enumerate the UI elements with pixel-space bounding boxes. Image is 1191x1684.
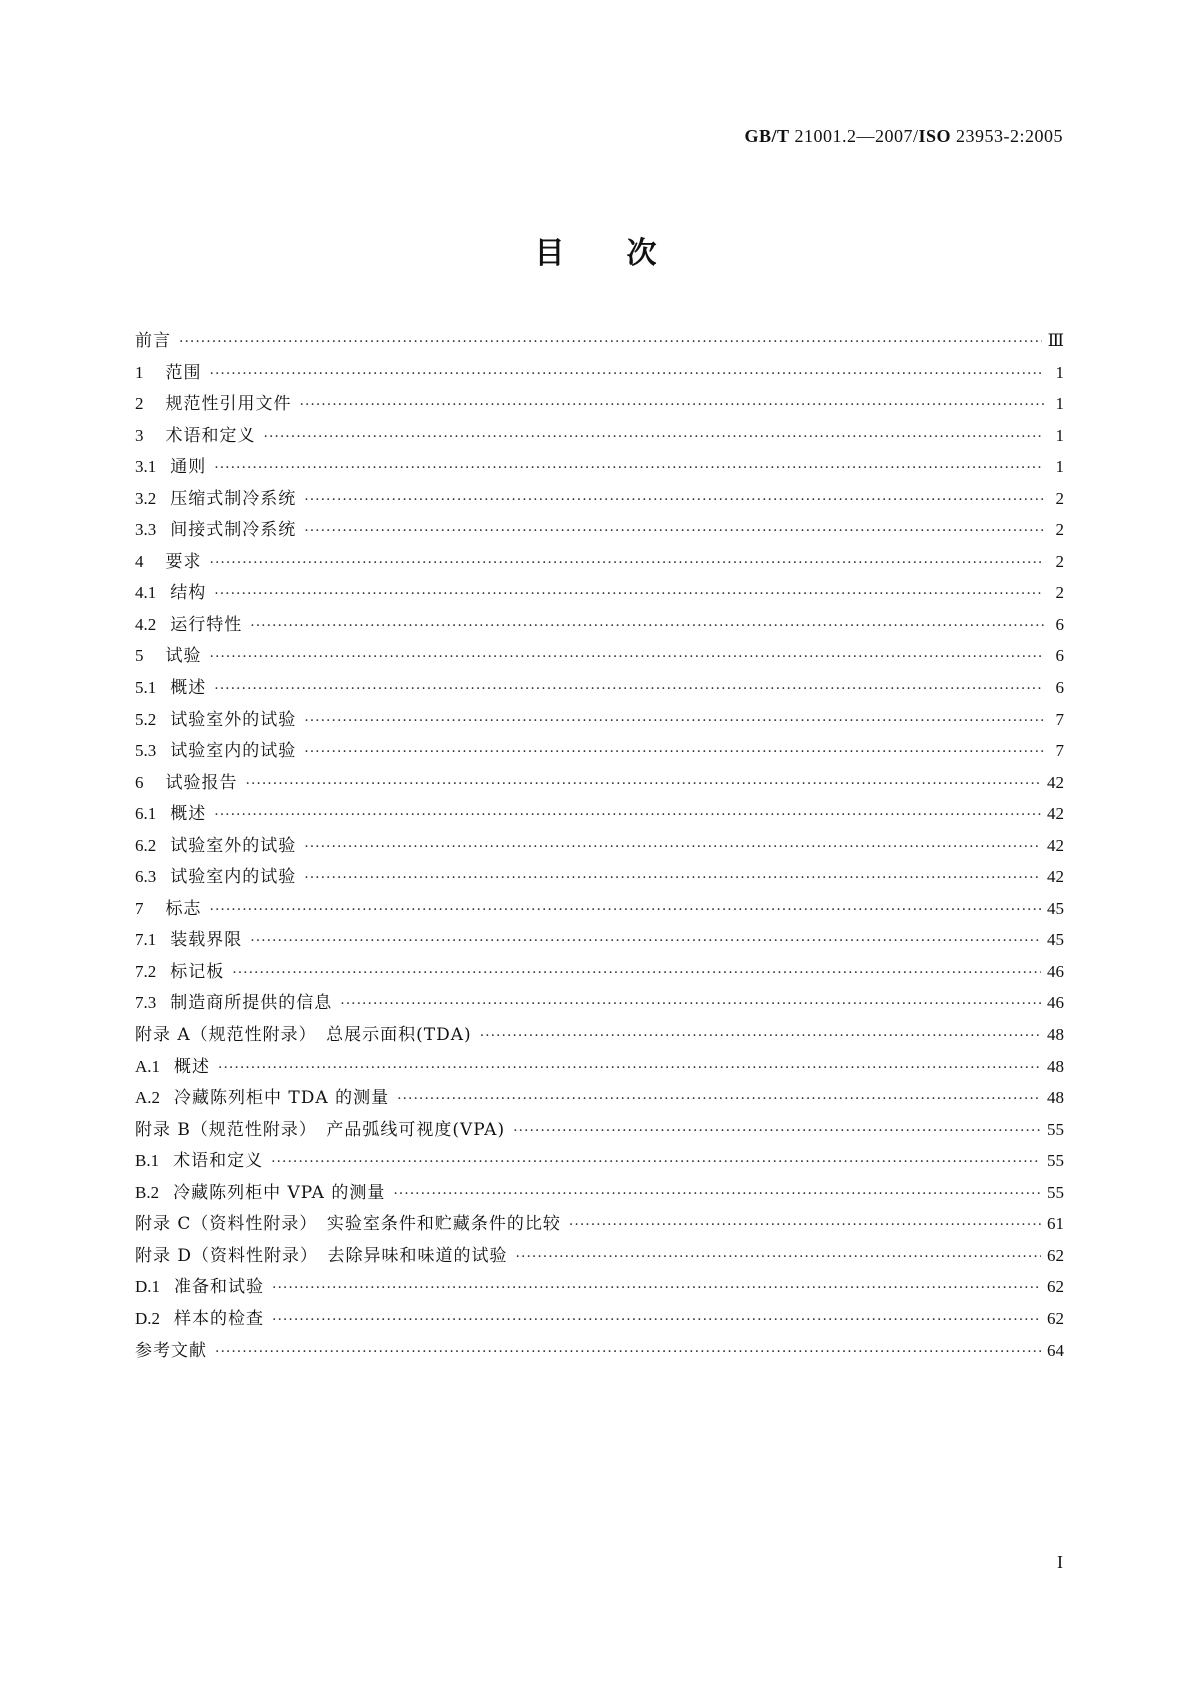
toc-entry-label: 样本的检查 bbox=[174, 1308, 265, 1329]
toc-entry-page: 42 bbox=[1047, 835, 1064, 855]
toc-entry-page: 2 bbox=[1055, 488, 1064, 508]
toc-entry[interactable] bbox=[135, 1178, 1064, 1210]
toc-entry[interactable] bbox=[135, 641, 1064, 673]
toc-entry-page: 7 bbox=[1055, 741, 1064, 761]
toc-leader-dots bbox=[397, 1091, 1041, 1107]
toc-entry[interactable] bbox=[135, 547, 1064, 579]
toc-entry-number: 6.2 bbox=[135, 835, 157, 855]
toc-entry-label: 结构 bbox=[170, 583, 207, 604]
toc-leader-dots bbox=[210, 649, 1045, 665]
toc-entry-page: Ⅲ bbox=[1047, 331, 1064, 350]
toc-leader-dots bbox=[210, 555, 1045, 571]
toc-entry[interactable] bbox=[135, 673, 1064, 705]
toc-leader-dots bbox=[210, 902, 1042, 918]
toc-entry-page: 64 bbox=[1047, 1340, 1064, 1360]
toc-entry[interactable] bbox=[135, 1336, 1064, 1368]
toc-entry-page: 6 bbox=[1055, 678, 1064, 698]
toc-entry-label: 试验报告 bbox=[165, 772, 238, 793]
toc-entry-label: 概述 bbox=[174, 1056, 211, 1077]
toc-entry-page: 2 bbox=[1055, 583, 1064, 603]
toc-entry[interactable] bbox=[135, 1052, 1064, 1084]
toc-leader-dots bbox=[272, 1312, 1041, 1328]
toc-entry[interactable] bbox=[135, 705, 1064, 737]
toc-entry-page: 6 bbox=[1055, 614, 1064, 634]
toc-leader-dots bbox=[304, 870, 1041, 886]
toc-entry-page: 48 bbox=[1047, 1025, 1064, 1045]
std-code-iso-number: 23953-2:2005 bbox=[951, 126, 1063, 146]
toc-entry-number: A.2 bbox=[135, 1088, 161, 1108]
toc-entry-number: 5.2 bbox=[135, 709, 157, 729]
toc-leader-dots bbox=[516, 1249, 1041, 1265]
toc-entry[interactable] bbox=[135, 389, 1064, 421]
toc-leader-dots bbox=[304, 492, 1044, 508]
toc-entry-number: D.2 bbox=[135, 1308, 161, 1328]
toc-entry-label: 通则 bbox=[170, 457, 207, 478]
toc-entry-label: 间接式制冷系统 bbox=[170, 520, 297, 541]
std-code-iso: ISO bbox=[918, 126, 951, 146]
toc-entry-label: 制造商所提供的信息 bbox=[170, 993, 333, 1014]
toc-entry[interactable] bbox=[135, 799, 1064, 831]
toc-entry[interactable] bbox=[135, 1146, 1064, 1178]
toc-entry[interactable] bbox=[135, 515, 1064, 547]
toc-entry-number: B.1 bbox=[135, 1151, 160, 1171]
toc-entry-number: 7.3 bbox=[135, 993, 157, 1013]
toc-leader-dots bbox=[250, 933, 1041, 949]
toc-leader-dots bbox=[215, 1344, 1041, 1360]
toc-entry-number: 4 bbox=[135, 551, 144, 571]
toc-entry-label: 冷藏陈列柜中 VPA 的测量 bbox=[173, 1182, 386, 1203]
toc-entry-number: D.1 bbox=[135, 1277, 161, 1297]
toc-leader-dots bbox=[304, 713, 1044, 729]
toc-leader-dots bbox=[513, 1123, 1041, 1139]
toc-entry[interactable] bbox=[135, 1209, 1064, 1241]
toc-entry-page: 55 bbox=[1047, 1182, 1064, 1202]
toc-leader-dots bbox=[179, 334, 1042, 350]
toc-entry-page: 2 bbox=[1055, 520, 1064, 540]
toc-leader-dots bbox=[304, 523, 1044, 539]
toc-leader-dots bbox=[218, 1060, 1041, 1076]
toc-leader-dots bbox=[250, 618, 1044, 634]
toc-entry-label: 附录 A（规范性附录） 总展示面积(TDA) bbox=[135, 1025, 472, 1046]
toc-leader-dots bbox=[210, 366, 1045, 382]
toc-entry-number: 4.1 bbox=[135, 583, 157, 603]
toc-entry[interactable] bbox=[135, 610, 1064, 642]
toc-entry-page: 1 bbox=[1055, 425, 1064, 445]
toc-entry[interactable] bbox=[135, 957, 1064, 989]
toc-entry-label: 试验室内的试验 bbox=[170, 867, 297, 888]
std-code-number: 21001.2—2007/ bbox=[789, 126, 919, 146]
toc-entry[interactable] bbox=[135, 831, 1064, 863]
toc-entry-page: 1 bbox=[1055, 394, 1064, 414]
toc-entry-label: 冷藏陈列柜中 TDA 的测量 bbox=[174, 1088, 390, 1109]
toc-entry-page: 1 bbox=[1055, 457, 1064, 477]
toc-entry-number: 7.2 bbox=[135, 961, 157, 981]
toc-entry[interactable] bbox=[135, 358, 1064, 390]
toc-entry[interactable] bbox=[135, 326, 1064, 358]
toc-entry[interactable] bbox=[135, 736, 1064, 768]
toc-entry-page: 62 bbox=[1047, 1245, 1064, 1265]
toc-entry-label: 标记板 bbox=[170, 961, 225, 982]
toc-entry-label: 试验室内的试验 bbox=[170, 741, 297, 762]
toc-entry-label: 附录 D（资料性附录） 去除异味和味道的试验 bbox=[135, 1245, 508, 1266]
toc-entry-page: 46 bbox=[1047, 961, 1064, 981]
toc-entry-label: 术语和定义 bbox=[165, 425, 256, 446]
toc-entry[interactable] bbox=[135, 1241, 1064, 1273]
toc-entry-number: A.1 bbox=[135, 1056, 161, 1076]
toc-entry-page: 46 bbox=[1047, 993, 1064, 1013]
toc-entry[interactable] bbox=[135, 1115, 1064, 1147]
toc-entry-label: 运行特性 bbox=[170, 614, 243, 635]
toc-entry-number: 3.2 bbox=[135, 488, 157, 508]
toc-entry-page: 42 bbox=[1047, 804, 1064, 824]
toc-leader-dots bbox=[304, 744, 1044, 760]
toc-leader-dots bbox=[214, 586, 1044, 602]
toc-entry[interactable] bbox=[135, 1020, 1064, 1052]
toc-leader-dots bbox=[393, 1186, 1041, 1202]
toc-leader-dots bbox=[246, 776, 1042, 792]
toc-leader-dots bbox=[480, 1028, 1041, 1044]
toc-entry-page: 45 bbox=[1047, 898, 1064, 918]
toc-entry-label: 要求 bbox=[165, 551, 202, 572]
toc-entry-label: 概述 bbox=[170, 804, 207, 825]
toc-entry-number: 6.3 bbox=[135, 867, 157, 887]
title-char-1: 目 bbox=[534, 236, 565, 271]
toc-entry-page: 48 bbox=[1047, 1056, 1064, 1076]
toc-entry-label: 范围 bbox=[165, 362, 202, 383]
toc-leader-dots bbox=[271, 1154, 1041, 1170]
toc-entry-label: 前言 bbox=[135, 331, 171, 351]
toc-entry[interactable] bbox=[135, 421, 1064, 453]
toc-leader-dots bbox=[214, 681, 1044, 697]
toc-entry-page: 6 bbox=[1055, 646, 1064, 666]
toc-leader-dots bbox=[232, 965, 1041, 981]
toc-entry-page: 48 bbox=[1047, 1088, 1064, 1108]
toc-entry[interactable] bbox=[135, 578, 1064, 610]
toc-leader-dots bbox=[569, 1217, 1041, 1233]
toc-entry-label: 规范性引用文件 bbox=[165, 394, 292, 415]
table-of-contents bbox=[135, 326, 1064, 1367]
toc-entry[interactable] bbox=[135, 1304, 1064, 1336]
toc-entry-label: 试验室外的试验 bbox=[170, 709, 297, 730]
toc-entry-number: 3.1 bbox=[135, 457, 157, 477]
toc-entry-label: 参考文献 bbox=[135, 1340, 207, 1361]
toc-entry-label: 概述 bbox=[170, 678, 207, 699]
toc-leader-dots bbox=[300, 397, 1045, 413]
page-title bbox=[0, 228, 1191, 272]
page-number: I bbox=[1057, 1552, 1063, 1572]
toc-entry-number: 5.3 bbox=[135, 741, 157, 761]
toc-entry-number: 7 bbox=[135, 898, 144, 918]
toc-entry[interactable] bbox=[135, 988, 1064, 1020]
toc-entry-page: 42 bbox=[1047, 867, 1064, 887]
toc-leader-dots bbox=[264, 429, 1045, 445]
toc-entry-page: 42 bbox=[1047, 772, 1064, 792]
toc-entry[interactable] bbox=[135, 1272, 1064, 1304]
toc-entry[interactable] bbox=[135, 862, 1064, 894]
toc-leader-dots bbox=[214, 460, 1044, 476]
toc-entry-page: 55 bbox=[1047, 1151, 1064, 1171]
toc-entry-page: 61 bbox=[1047, 1214, 1064, 1234]
toc-entry-label: 标志 bbox=[165, 898, 202, 919]
toc-entry[interactable] bbox=[135, 484, 1064, 516]
standard-code bbox=[744, 126, 1063, 147]
toc-entry-page: 55 bbox=[1047, 1119, 1064, 1139]
toc-entry-number: 5.1 bbox=[135, 678, 157, 698]
toc-entry-page: 45 bbox=[1047, 930, 1064, 950]
toc-entry-number: 2 bbox=[135, 394, 144, 414]
toc-entry-number: 6.1 bbox=[135, 804, 157, 824]
toc-leader-dots bbox=[214, 807, 1041, 823]
toc-entry-page: 62 bbox=[1047, 1308, 1064, 1328]
toc-entry-label: 附录 C（资料性附录） 实验室条件和贮藏条件的比较 bbox=[135, 1214, 561, 1235]
toc-entry-label: 压缩式制冷系统 bbox=[170, 488, 297, 509]
toc-leader-dots bbox=[304, 839, 1041, 855]
toc-entry-number: B.2 bbox=[135, 1182, 160, 1202]
toc-entry-number: 5 bbox=[135, 646, 144, 666]
toc-entry[interactable] bbox=[135, 925, 1064, 957]
std-code-prefix: GB/T bbox=[744, 126, 790, 146]
toc-entry-page: 62 bbox=[1047, 1277, 1064, 1297]
toc-entry-number: 3.3 bbox=[135, 520, 157, 540]
toc-entry-number: 6 bbox=[135, 772, 144, 792]
toc-entry-label: 附录 B（规范性附录） 产品弧线可视度(VPA) bbox=[135, 1119, 506, 1140]
toc-entry[interactable] bbox=[135, 1083, 1064, 1115]
toc-entry-label: 术语和定义 bbox=[173, 1151, 264, 1172]
toc-entry-number: 7.1 bbox=[135, 930, 157, 950]
title-char-2: 次 bbox=[626, 236, 657, 271]
toc-entry[interactable] bbox=[135, 452, 1064, 484]
toc-entry-page: 1 bbox=[1055, 362, 1064, 382]
toc-entry-label: 装载界限 bbox=[170, 930, 243, 951]
toc-entry-page: 7 bbox=[1055, 709, 1064, 729]
toc-entry-page: 2 bbox=[1055, 551, 1064, 571]
toc-leader-dots bbox=[272, 1280, 1041, 1296]
toc-entry-label: 准备和试验 bbox=[174, 1277, 265, 1298]
toc-entry-number: 1 bbox=[135, 362, 144, 382]
toc-entry-label: 试验 bbox=[165, 646, 202, 667]
toc-leader-dots bbox=[340, 996, 1041, 1012]
toc-entry-label: 试验室外的试验 bbox=[170, 835, 297, 856]
toc-entry[interactable] bbox=[135, 768, 1064, 800]
toc-entry-number: 4.2 bbox=[135, 614, 157, 634]
toc-entry[interactable] bbox=[135, 894, 1064, 926]
toc-entry-number: 3 bbox=[135, 425, 144, 445]
